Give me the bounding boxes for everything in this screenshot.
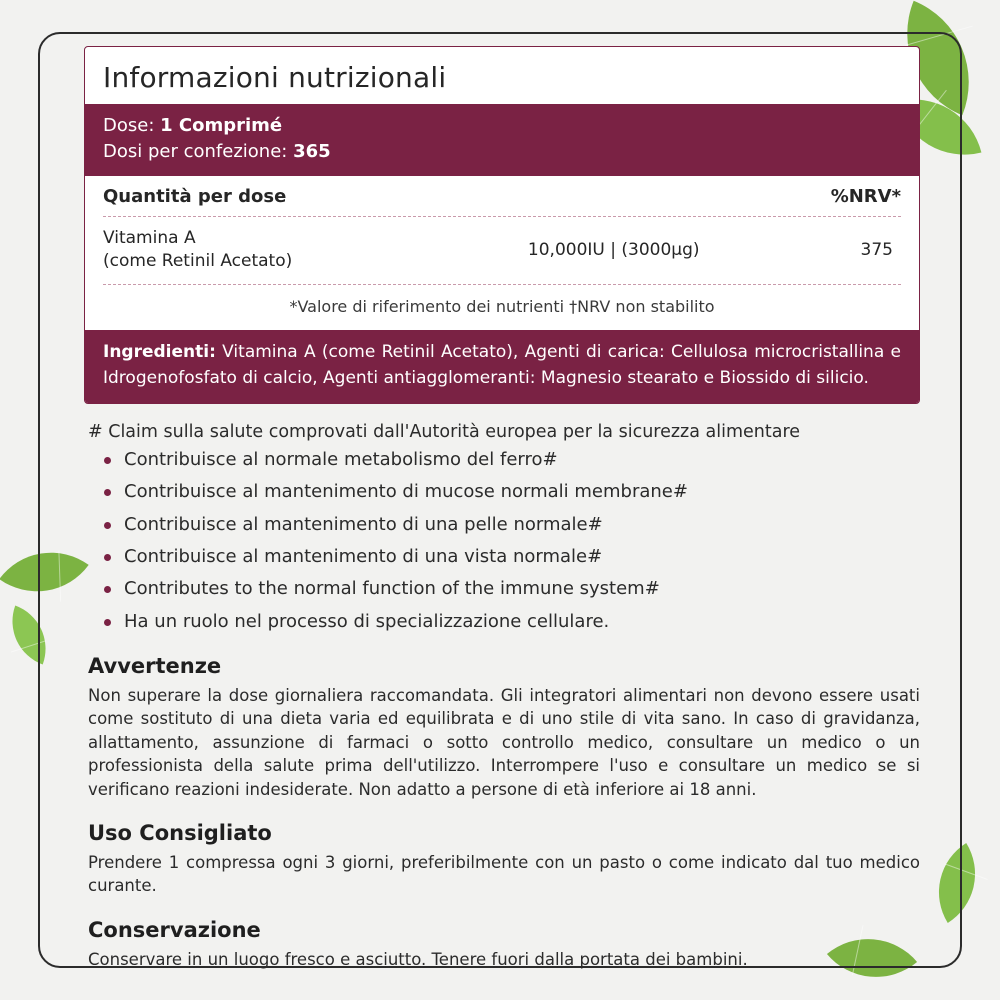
ingredients-text: Vitamina A (come Retinil Acetato), Agenti di carica: Cellulosa microcristallina e Idrogenofosfato di calcio, Agenti antiagglomeranti: Magnesio stearato e Biossido di silicio. — [103, 342, 901, 388]
ingredients-label: Ingredienti: — [103, 342, 216, 363]
table-row — [103, 217, 901, 285]
servings-per-container-row — [103, 139, 901, 165]
facts-serving-header — [85, 104, 919, 176]
section-heading-storage: Conservazione — [88, 917, 261, 942]
facts-title: Informazioni nutrizionali — [103, 61, 447, 94]
supplement-facts-panel — [84, 46, 920, 404]
nutrient-name-line1: Vitamina A — [103, 228, 196, 249]
claims-note: # Claim sulla salute comprovati dall'Autorità europea per la sicurezza alimentare — [88, 422, 801, 443]
nutrient-name-line2: (come Retinil Acetato) — [103, 251, 293, 272]
list-item: Contribuisce al mantenimento di una pelle normale# — [102, 513, 920, 537]
serving-size-value: 1 Comprimé — [160, 115, 283, 136]
section-heading-directions: Uso Consigliato — [88, 820, 272, 845]
section-body-directions: Prendere 1 compressa ogni 3 giorni, preferibilmente con un pasto o come indicato dal tuo medico curante. — [88, 852, 920, 896]
label-content — [84, 46, 920, 971]
facts-footnote: *Valore di riferimento dei nutrienti †NRV non stabilito — [289, 297, 715, 317]
nrv-header: %NRV* — [830, 186, 901, 208]
serving-size-label: Dose: — [103, 115, 155, 136]
section-body-warnings: Non superare la dose giornaliera raccomandata. Gli integratori alimentari non devono essere usati come sostituto di una dieta varia ed equilibrata e di uno stile di vita sano. In caso di gravidanza, allattamento, assunzione di farmaci o sotto controllo medico, consultare un medico o un professionista della salute prima dell'utilizzo. Interrompere l'uso e consultare un medico se si verificano reazioni indesiderate. Non adatto a persone di età inferiore ai 18 anni. — [88, 685, 920, 799]
section-heading-warnings: Avvertenze — [88, 653, 222, 678]
ingredients-block — [85, 330, 919, 403]
list-item: Contribuisce al normale metabolismo del ferro# — [102, 448, 920, 472]
list-item: Contribuisce al mantenimento di una vista normale# — [102, 545, 920, 569]
list-item: Contribuisce al mantenimento di mucose normali membrane# — [102, 480, 920, 504]
servings-value: 365 — [293, 141, 331, 163]
section-body-storage: Conservare in un luogo fresco e asciutto. Tenere fuori dalla portata dei bambini. — [88, 949, 748, 969]
servings-label: Dosi per confezione: — [103, 141, 288, 163]
nutrient-name — [103, 227, 438, 273]
nutrient-amount: 10,000IU | (3000µg) — [527, 240, 700, 261]
facts-table — [85, 176, 919, 330]
amount-per-serving-header: Quantità per dose — [103, 186, 287, 208]
list-item: Ha un ruolo nel processo di specializzazione cellulare. — [102, 610, 920, 634]
nutrient-nrv: 375 — [860, 240, 893, 261]
list-item: Contributes to the normal function of the immune system# — [102, 577, 920, 601]
claims-list — [84, 448, 920, 634]
serving-size-row — [103, 113, 901, 139]
facts-table-header — [103, 176, 901, 217]
